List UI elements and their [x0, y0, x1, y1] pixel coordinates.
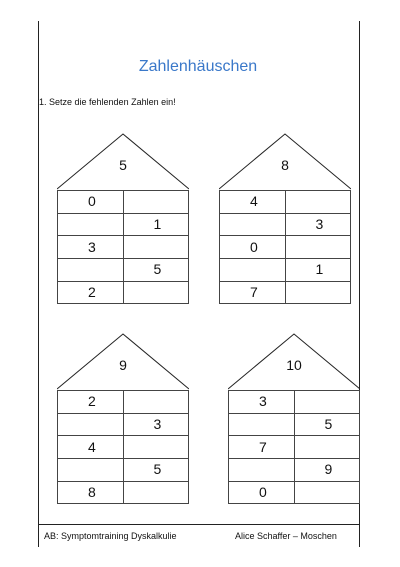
- left-cell: 2: [58, 281, 124, 304]
- roof-number: 9: [119, 357, 127, 373]
- number-house: [57, 133, 189, 304]
- right-cell: 1: [123, 213, 189, 236]
- roof-number: 5: [119, 157, 127, 173]
- right-cell[interactable]: [123, 391, 189, 414]
- table-row: [229, 391, 360, 414]
- left-cell[interactable]: [58, 213, 124, 236]
- table-row: [58, 281, 189, 304]
- left-cell[interactable]: [58, 459, 124, 482]
- right-cell[interactable]: [294, 436, 360, 459]
- left-cell: 0: [220, 236, 286, 259]
- right-cell: 1: [285, 259, 351, 282]
- table-row: [58, 191, 189, 214]
- left-cell: 8: [58, 481, 124, 504]
- right-cell: 9: [294, 459, 360, 482]
- task-instruction: 1. Setze die fehlenden Zahlen ein!: [39, 97, 176, 107]
- house-roof: [228, 333, 360, 390]
- number-house: [219, 133, 351, 304]
- left-cell[interactable]: [229, 459, 295, 482]
- table-row: [58, 481, 189, 504]
- roof-number: 10: [286, 357, 302, 373]
- right-cell[interactable]: [285, 281, 351, 304]
- table-row: [58, 391, 189, 414]
- footer-source: AB: Symptomtraining Dyskalkulie: [44, 531, 177, 541]
- left-cell[interactable]: [58, 413, 124, 436]
- table-row: [58, 236, 189, 259]
- right-cell[interactable]: [285, 191, 351, 214]
- left-cell[interactable]: [229, 413, 295, 436]
- right-cell[interactable]: [123, 281, 189, 304]
- number-table: [57, 390, 189, 504]
- right-cell: 5: [123, 259, 189, 282]
- roof-number: 8: [281, 157, 289, 173]
- left-cell: 0: [58, 191, 124, 214]
- table-row: [229, 436, 360, 459]
- right-cell: 3: [285, 213, 351, 236]
- table-row: [58, 413, 189, 436]
- left-cell: 3: [58, 236, 124, 259]
- right-cell[interactable]: [285, 236, 351, 259]
- left-cell: 2: [58, 391, 124, 414]
- house-roof: [57, 333, 189, 390]
- number-table: [57, 190, 189, 304]
- table-row: [58, 213, 189, 236]
- table-row: [58, 459, 189, 482]
- right-cell[interactable]: [123, 481, 189, 504]
- left-cell: 4: [58, 436, 124, 459]
- house-roof: [57, 133, 189, 190]
- house-roof: [219, 133, 351, 190]
- table-row: [229, 481, 360, 504]
- footer-divider: [38, 524, 359, 525]
- worksheet-title: Zahlenhäuschen: [138, 58, 258, 75]
- table-row: [220, 213, 351, 236]
- right-cell: 5: [294, 413, 360, 436]
- table-row: [220, 236, 351, 259]
- table-row: [220, 191, 351, 214]
- left-cell[interactable]: [58, 259, 124, 282]
- left-cell[interactable]: [220, 259, 286, 282]
- table-row: [220, 281, 351, 304]
- right-cell[interactable]: [123, 436, 189, 459]
- left-cell: 3: [229, 391, 295, 414]
- number-table: [219, 190, 351, 304]
- table-row: [58, 436, 189, 459]
- number-house: [57, 333, 189, 504]
- number-house: [228, 333, 360, 504]
- table-row: [58, 259, 189, 282]
- left-cell: 7: [229, 436, 295, 459]
- left-cell[interactable]: [220, 213, 286, 236]
- left-cell: 4: [220, 191, 286, 214]
- right-cell: 3: [123, 413, 189, 436]
- footer-author: Alice Schaffer – Moschen: [235, 531, 337, 541]
- left-cell: 0: [229, 481, 295, 504]
- table-row: [229, 413, 360, 436]
- table-row: [229, 459, 360, 482]
- right-cell[interactable]: [123, 191, 189, 214]
- table-row: [220, 259, 351, 282]
- left-cell: 7: [220, 281, 286, 304]
- number-table: [228, 390, 360, 504]
- right-cell[interactable]: [294, 391, 360, 414]
- right-cell: 5: [123, 459, 189, 482]
- right-cell[interactable]: [123, 236, 189, 259]
- right-cell[interactable]: [294, 481, 360, 504]
